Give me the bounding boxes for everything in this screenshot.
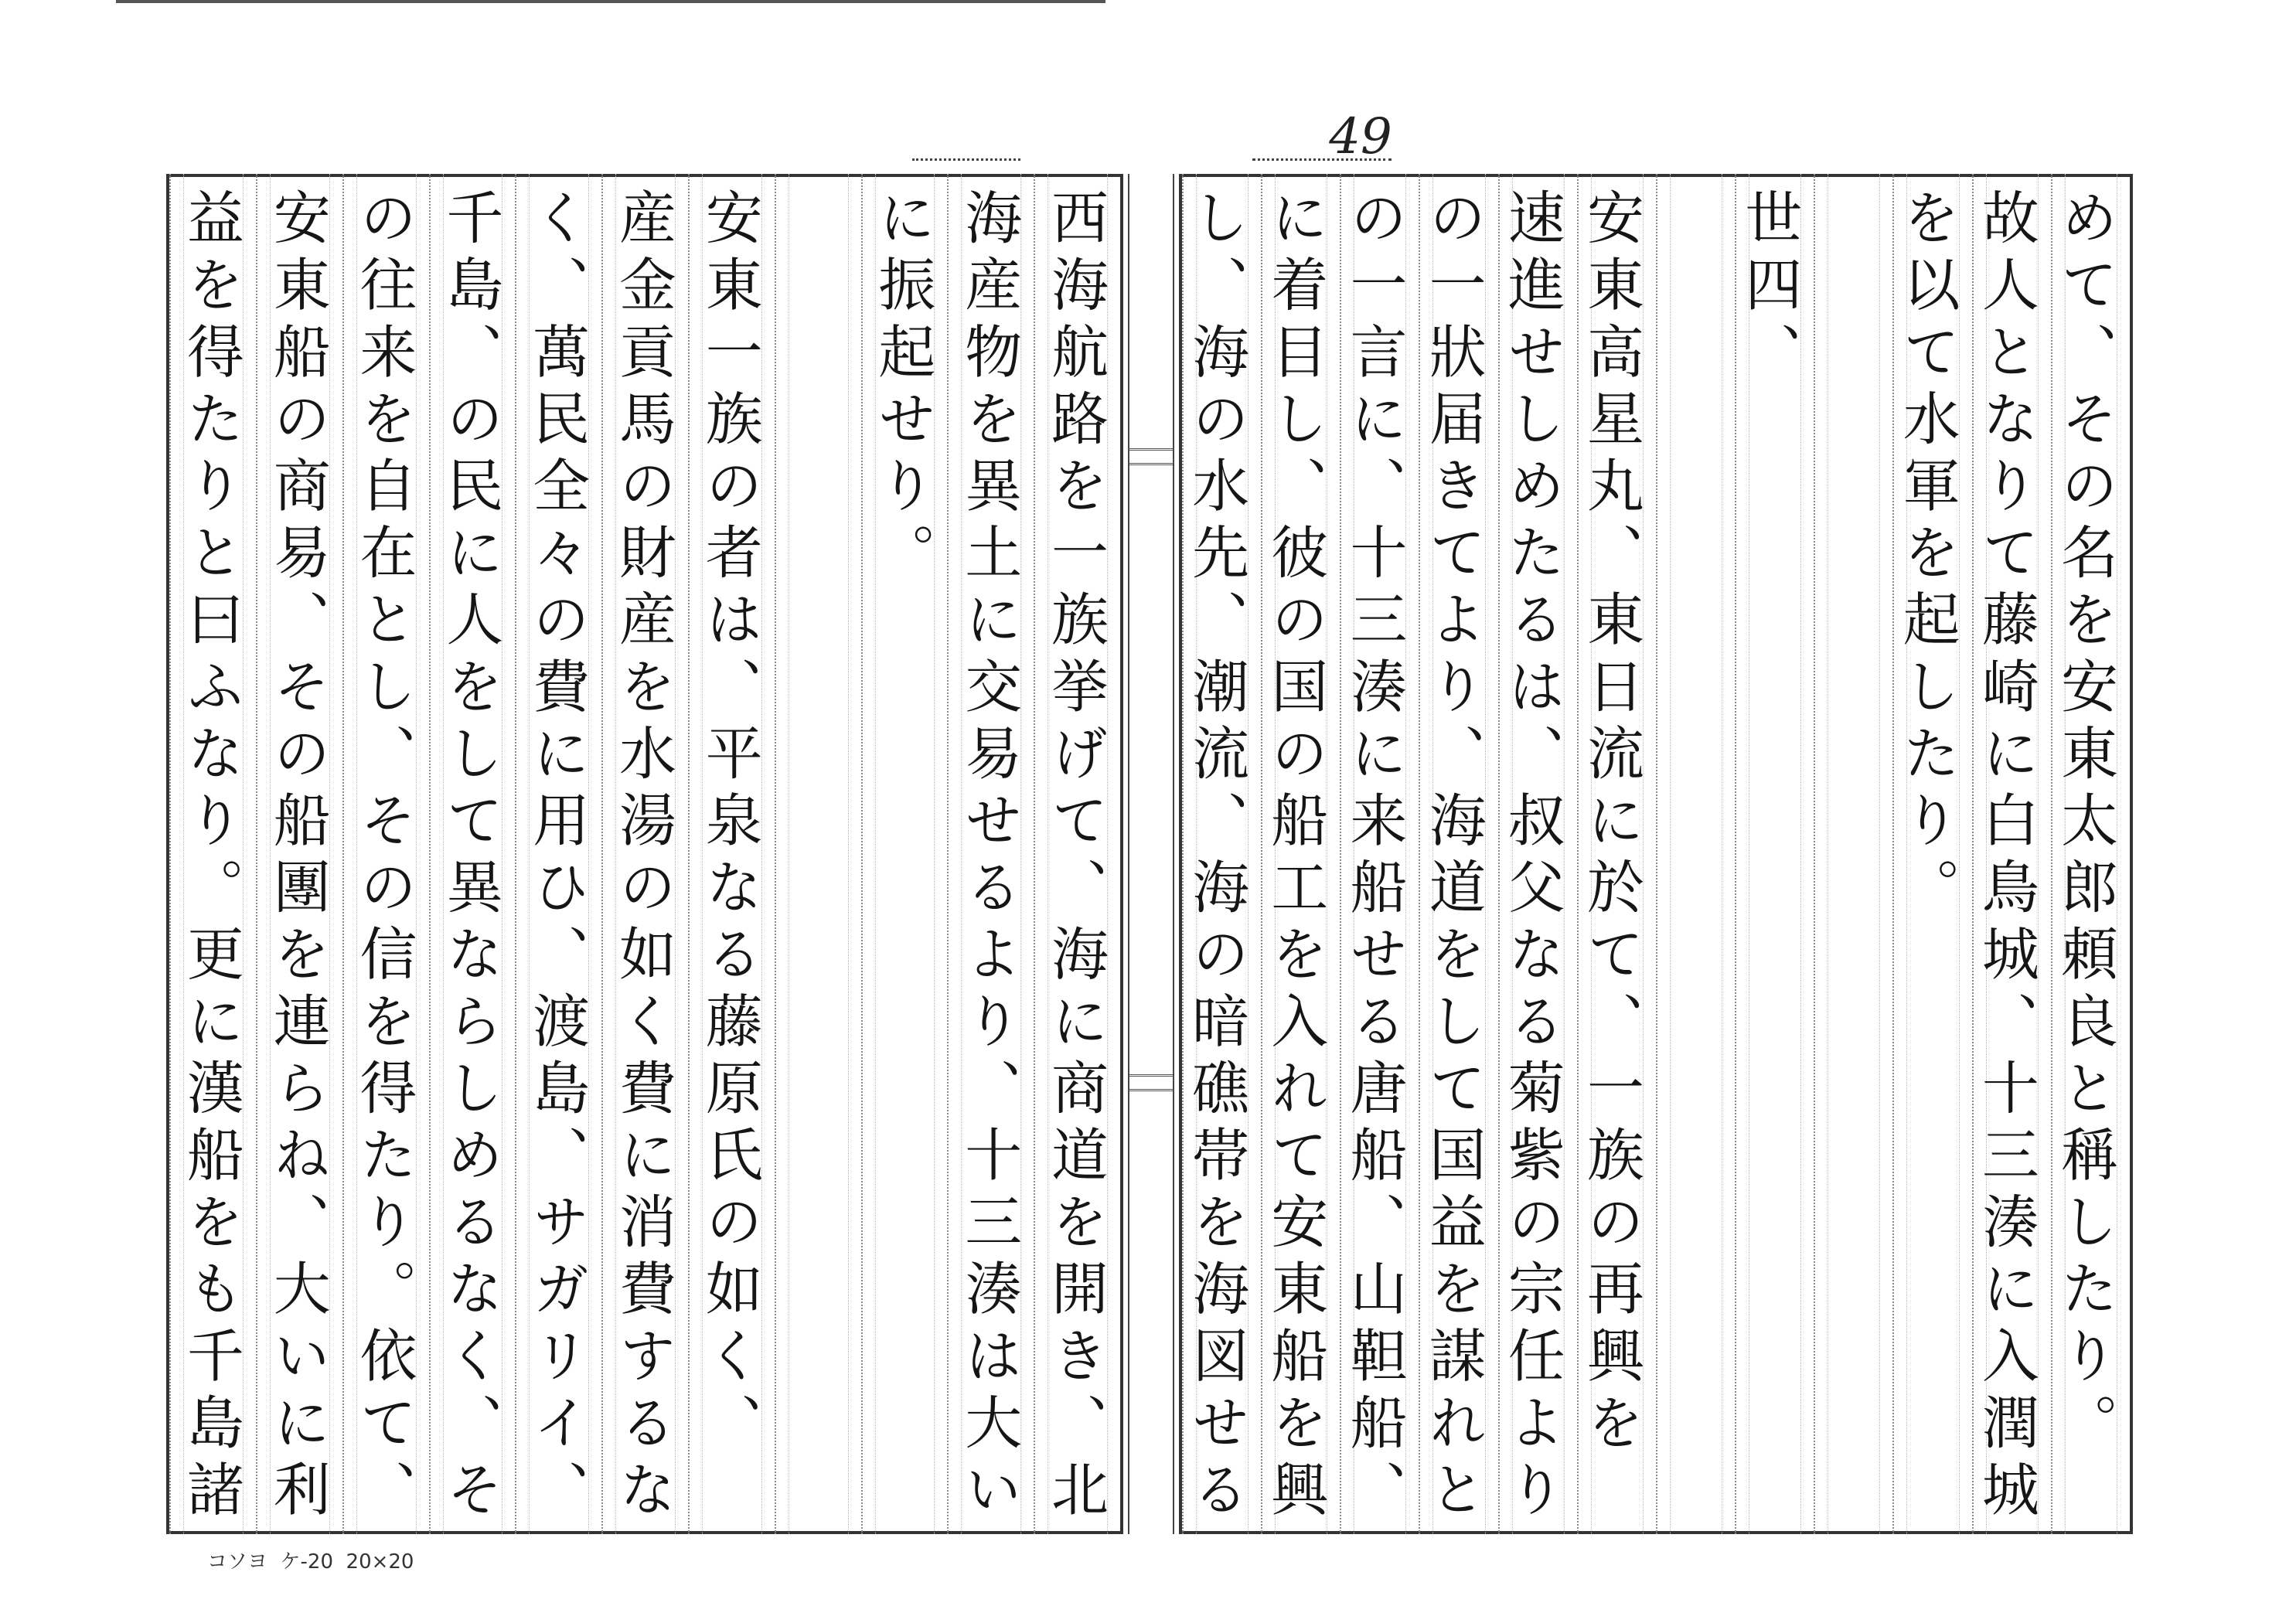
- column-text: 海産物を異土に交易せるより、十三湊は大い: [956, 188, 1023, 1526]
- page-number-dots-right: [1252, 158, 1392, 161]
- column-text: 安東一族の者は、平泉なる藤原氏の如く、: [696, 188, 763, 1460]
- manuscript-column: [1034, 174, 1120, 1534]
- column-text: に振起せり。: [869, 188, 936, 590]
- manuscript-column: [601, 174, 688, 1534]
- column-text: 故人となりて藤崎に白鳥城、十三湊に入潤城: [1972, 188, 2039, 1526]
- column-text: の一狀届きてより、海道をして国益を謀れと: [1419, 188, 1487, 1526]
- paper-footer-label: コソヨ ケ-20 20×20: [207, 1550, 414, 1574]
- manuscript-column: [1656, 174, 1735, 1534]
- manuscript-column: [1261, 174, 1340, 1534]
- manuscript-column: [861, 174, 948, 1534]
- column-text: に着目し、彼の国の船工を入れて安東船を興: [1262, 188, 1329, 1526]
- column-text: 西海航路を一族挙げて、海に商道を開き、北: [1042, 188, 1109, 1526]
- manuscript-column: [169, 174, 256, 1534]
- gutter-line: [1128, 174, 1129, 1534]
- page-number-dots-left: [912, 158, 1020, 161]
- manuscript-column: [342, 174, 429, 1534]
- manuscript-column: [515, 174, 601, 1534]
- column-text: めて、その名を安東太郎頼良と稱したり。: [2052, 188, 2118, 1460]
- column-guide: [789, 174, 849, 1534]
- manuscript-sheet: [166, 174, 2130, 1534]
- manuscript-column: [1892, 174, 1971, 1534]
- top-rule: [116, 0, 1105, 3]
- column-text: し、海の水先、潮流、海の暗礁帯を海図せる: [1183, 188, 1250, 1526]
- column-text: 安東船の商易、その船團を連らね、大いに利: [264, 188, 331, 1526]
- column-text: の往来を自在とし、その信を得たり。依て、: [350, 188, 417, 1526]
- manuscript-column: [1498, 174, 1577, 1534]
- gutter-fold-mark: [1129, 448, 1173, 465]
- manuscript-column: [688, 174, 775, 1534]
- manuscript-column: [1972, 174, 2051, 1534]
- manuscript-column: [775, 174, 861, 1534]
- column-text: 千島、の民に人をして異ならしめるなく、そ: [437, 188, 504, 1526]
- manuscript-column: [1419, 174, 1497, 1534]
- column-guide: [1670, 174, 1722, 1534]
- manuscript-column: [429, 174, 516, 1534]
- column-text: 速進せしめたるは、叔父なる菊紫の宗任より: [1498, 188, 1565, 1526]
- manuscript-column: [1735, 174, 1814, 1534]
- manuscript-column: [2051, 174, 2130, 1534]
- column-text: を以て水軍を起したり。: [1893, 188, 1960, 924]
- page-number: 49: [1329, 108, 1392, 165]
- column-text: 安東高星丸、東日流に於て、一族の再興を: [1577, 188, 1644, 1460]
- manuscript-column: [1340, 174, 1419, 1534]
- manuscript-column: [256, 174, 342, 1534]
- column-text: 益を得たりと曰ふなり。更に漢船をも千島諸: [177, 188, 244, 1526]
- left-page-columns: [169, 174, 1120, 1534]
- manuscript-column: [947, 174, 1034, 1534]
- column-guide: [1828, 174, 1880, 1534]
- column-text: 世四、: [1736, 188, 1803, 389]
- manuscript-column: [1182, 174, 1261, 1534]
- column-text: の一言に、十三湊に来船せる唐船、山靼船、: [1340, 188, 1408, 1526]
- right-page-columns: [1182, 174, 2130, 1534]
- gutter-fold-mark: [1129, 1074, 1173, 1091]
- manuscript-column: [1577, 174, 1656, 1534]
- column-text: 産金貢馬の財産を水湯の如く費に消費するな: [609, 188, 676, 1526]
- column-text: く、萬民全々の費に用ひ、渡島、サガリイ、: [523, 188, 591, 1526]
- manuscript-column: [1814, 174, 1892, 1534]
